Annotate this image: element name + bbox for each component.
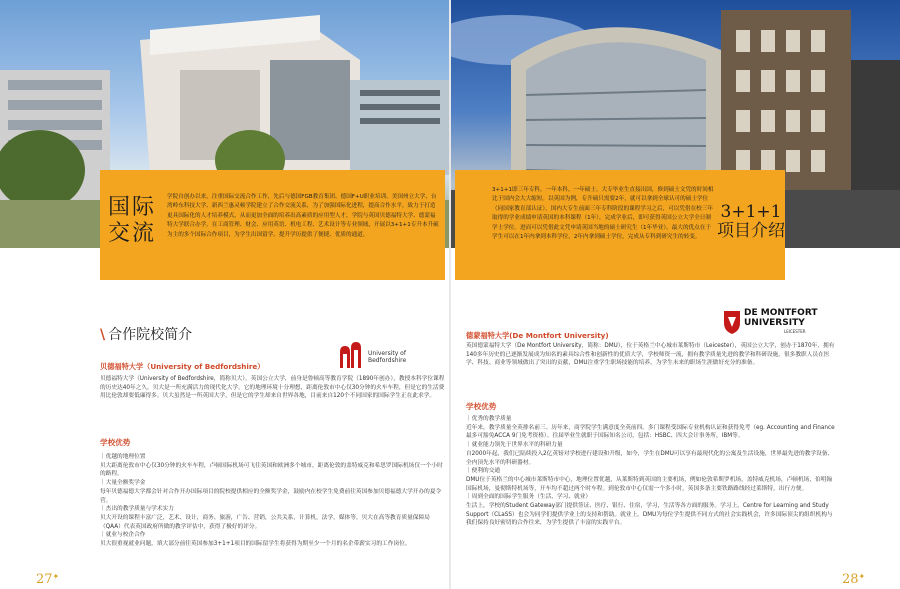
program-intro-title-line1: 3+1+1 [720, 202, 782, 222]
uni1-adv-2-heading: ｜大量全额奖学金 [100, 480, 146, 487]
uni1-adv-3-text: 贝大开设的课程丰富广泛，艺术、设计，商务、旅游，广告、营销，公共关系，计算机，法学，媒体等。贝大在高等教育质量保障局（QAA）代表英国政府所做的教学评估中，获得了极好的评分。 [100, 514, 430, 530]
uni2-adv-2-text: 自2000年起，我们已陆续投入2亿英镑对学校进行建设和升级，如今，学生在DMU可以享有最现代化的公寓及生活设施，世界最先进的教学设备、全内顶先水平的科研器材。 [466, 450, 834, 466]
page-number-left [36, 572, 59, 587]
program-intro-title [717, 203, 785, 241]
uni1-adv-4-heading: ｜就业与校企合作 [100, 532, 146, 539]
uni1-advantages-list [100, 453, 446, 549]
uni1-adv-3-heading: ｜杰出的教学质量与学术实力 [100, 506, 174, 513]
uni2-adv-2-heading: ｜就业能力领先于世界水平的科研力量 [466, 442, 563, 449]
star-icon: ✦ [858, 572, 866, 581]
uni2-adv-1-text: 近年来，教学质量全英排名前三。历年来，商学院学生满意度全英前四。多门课程受国际专业机构认证和获得免考（eg. Accounting and Finance最多可豁免ACCA 9门免考资格）。往届毕业生就职于国际知名公司，包括：HSBC、四大会计事务所，IBM等。 [466, 424, 835, 440]
uni1-adv-2-text: 每年贝德福德大学都会针对合作开办国际项目的院校提供相应的全额奖学金，鼓励内在校学生免费前往英国参加贝德福德大学开办的夏令营。 [100, 488, 442, 504]
uni1-title: 贝德福特大学（University of Bedfordshire） [100, 362, 265, 371]
bedfordshire-logo-icon [336, 340, 366, 370]
intl-exchange-title: 国际交流 [107, 195, 156, 246]
uni1-adv-1-text: 贝大距离伦敦市中心仅30分钟的火车车程，卢顿国际机场可飞往英国和欧洲多个城市，距离伦敦的盖特威克和希思罗国际机场仅一个小时的路程。 [100, 462, 443, 478]
uni1-adv-4-text: 贝大很重视就业问题，填大部分前往英国参加3+1+1项目的国际留学生将获得为期至少一个月的名企带薪实习的工作岗位。 [100, 541, 411, 548]
heading-slash-icon: \ [100, 327, 106, 343]
partner-schools-heading-text: 合作院校简介 [108, 327, 193, 343]
uni2-logo-line3: LEICESTER [784, 329, 806, 334]
star-icon: ✦ [52, 572, 60, 581]
page-number-right-text: 28 [842, 572, 859, 587]
program-intro-text: 3+1+1即三年专科，一年本科，一年硕士。大专毕业生直接出国，修到硕士文凭的时间相比于国内会大大缩短。以英国为例，专升硕只需要2年，就可以拿到全球认可的硕士学位（同国家教育部认证），国内大专生前面三年专科阶段的课程学习之后，可以凭借在校三年取得的学业成绩申请英国的本科课程（1年），完成学业后，即可获得英国公立大学全日制学士学位。进而可以凭借此文凭申请英国当地的硕士研究生（1年毕业）。最大的优点在于学生可以在1年内拿到本科学位，2年内拿到硕士学位，完成从专科到研究生的转变。 [492, 187, 714, 241]
uni2-logo-line2: UNIVERSITY [744, 318, 805, 328]
uni2-intro: 英国德蒙福特大学（De Montfort University，简称：DMU），位于英格兰中心城市莱斯特市（Leicester），英国公立大学，创办于1870年，拥有140多年历史的已逐渐发展成为知名的素具综合性和创新性的优质大学，学校师资一流，拥有教学质量先进的教学和科研设施，很多教职人员在医学、科技、商业等领域做出了突出的贡献，DMU注重学生职场技能的培养，为学生未来的职场生涯做好充分的准备。 [466, 343, 835, 367]
uni1-intro: 贝德福特大学（University of Bedfordshire，简称贝大），英国公立大学，前身是鲁顿高等教育学院（1890年创办），教授本科学位课程的历史达40年之久，贝大是一所充满活力的现代化大学。它的地理环境十分理想，距离伦敦市中心仅30分钟的火车车程，但是它的生活费用比伦敦却要低廉得多。贝大虽然是一所英国大学，但是它的学生却来自世界各地，目前来自120个不同国家的国际学生正在此求学。 [100, 376, 445, 400]
page-number-left-text: 27 [36, 572, 53, 587]
uni2-adv-4-text: 生活上，学校的Student Gateway部门提供签证、医疗、银行、住宿，学习，生活等各方面的服务。学习上，Centre for Learning and Study Support（CLaSS）也会为同学们提供学业上的支持和帮助。就业上，DMU为每位学生提供不同方式的社会实践机会，许多国际顶尖的组织机构与我们保持良好密切的合作往来，为学生提供了丰富的实践平台。 [466, 503, 833, 527]
uni2-adv-4-heading: ｜周到全面的国际学生服务（生活、学习、就业） [466, 494, 592, 501]
uni2-title: 德蒙福特大学(De Montfort University) [466, 331, 609, 340]
intl-exchange-text: 学院自创办以来，注重国际交流合作工作，先后与德国FGB教育集团、德国F+U职业培训、美国州立大学、台湾岭东科技大学、新西兰惠灵顿学院建立了合作交流关系，为了加强国际化进程，提高合作水平，致力于打造更具国际化的人才培养模式，从而更加全面的培养出高素质的应用型人才，学院与英国贝德福特大学、德蒙福特大学联合办学，在工商管理、财会、应用英语、机电工程、艺术设计等专业领域，开展以3+1+1专升本升硕为主的多个国际合作项目，为学生出国留学，提升学历提供了便捷、优质的通道。 [167, 194, 439, 238]
uni1-logo-text: University of Bedfordshire [368, 350, 407, 364]
uni2-logo-line1: DE MONTFORT [744, 308, 818, 318]
page-spine [449, 0, 451, 589]
uni2-adv-1-heading: ｜优秀的教学质量 [466, 416, 512, 422]
page-number-right [842, 572, 865, 587]
uni2-advantages-title: 学校优势 [466, 402, 497, 411]
uni2-adv-3-text: DMU位于英格兰的中心城市莱斯特市中心，地理位置优越，从莱斯特到英国的主要机场，例如伦敦希斯罗机场，盖特威克机场，卢顿机场，伯明翰国际机场，曼彻斯特机场等，开车均不超过两个时车程。到伦敦市中心仅需一个多小时，英国多条主要铁路路线经过莱斯特，出行方便。 [466, 476, 833, 492]
uni1-logo [336, 340, 446, 370]
uni2-advantages-list [466, 415, 836, 528]
uni2-adv-3-heading: ｜便利的交通 [466, 468, 501, 475]
dmu-shield-icon [722, 309, 742, 335]
partner-schools-heading [100, 324, 192, 344]
program-intro-title-line2: 项目介绍 [717, 221, 785, 241]
uni1-adv-1-heading: ｜优越的地理位置 [100, 454, 146, 460]
uni2-logo [722, 307, 832, 337]
uni1-advantages-title: 学校优势 [100, 438, 131, 447]
